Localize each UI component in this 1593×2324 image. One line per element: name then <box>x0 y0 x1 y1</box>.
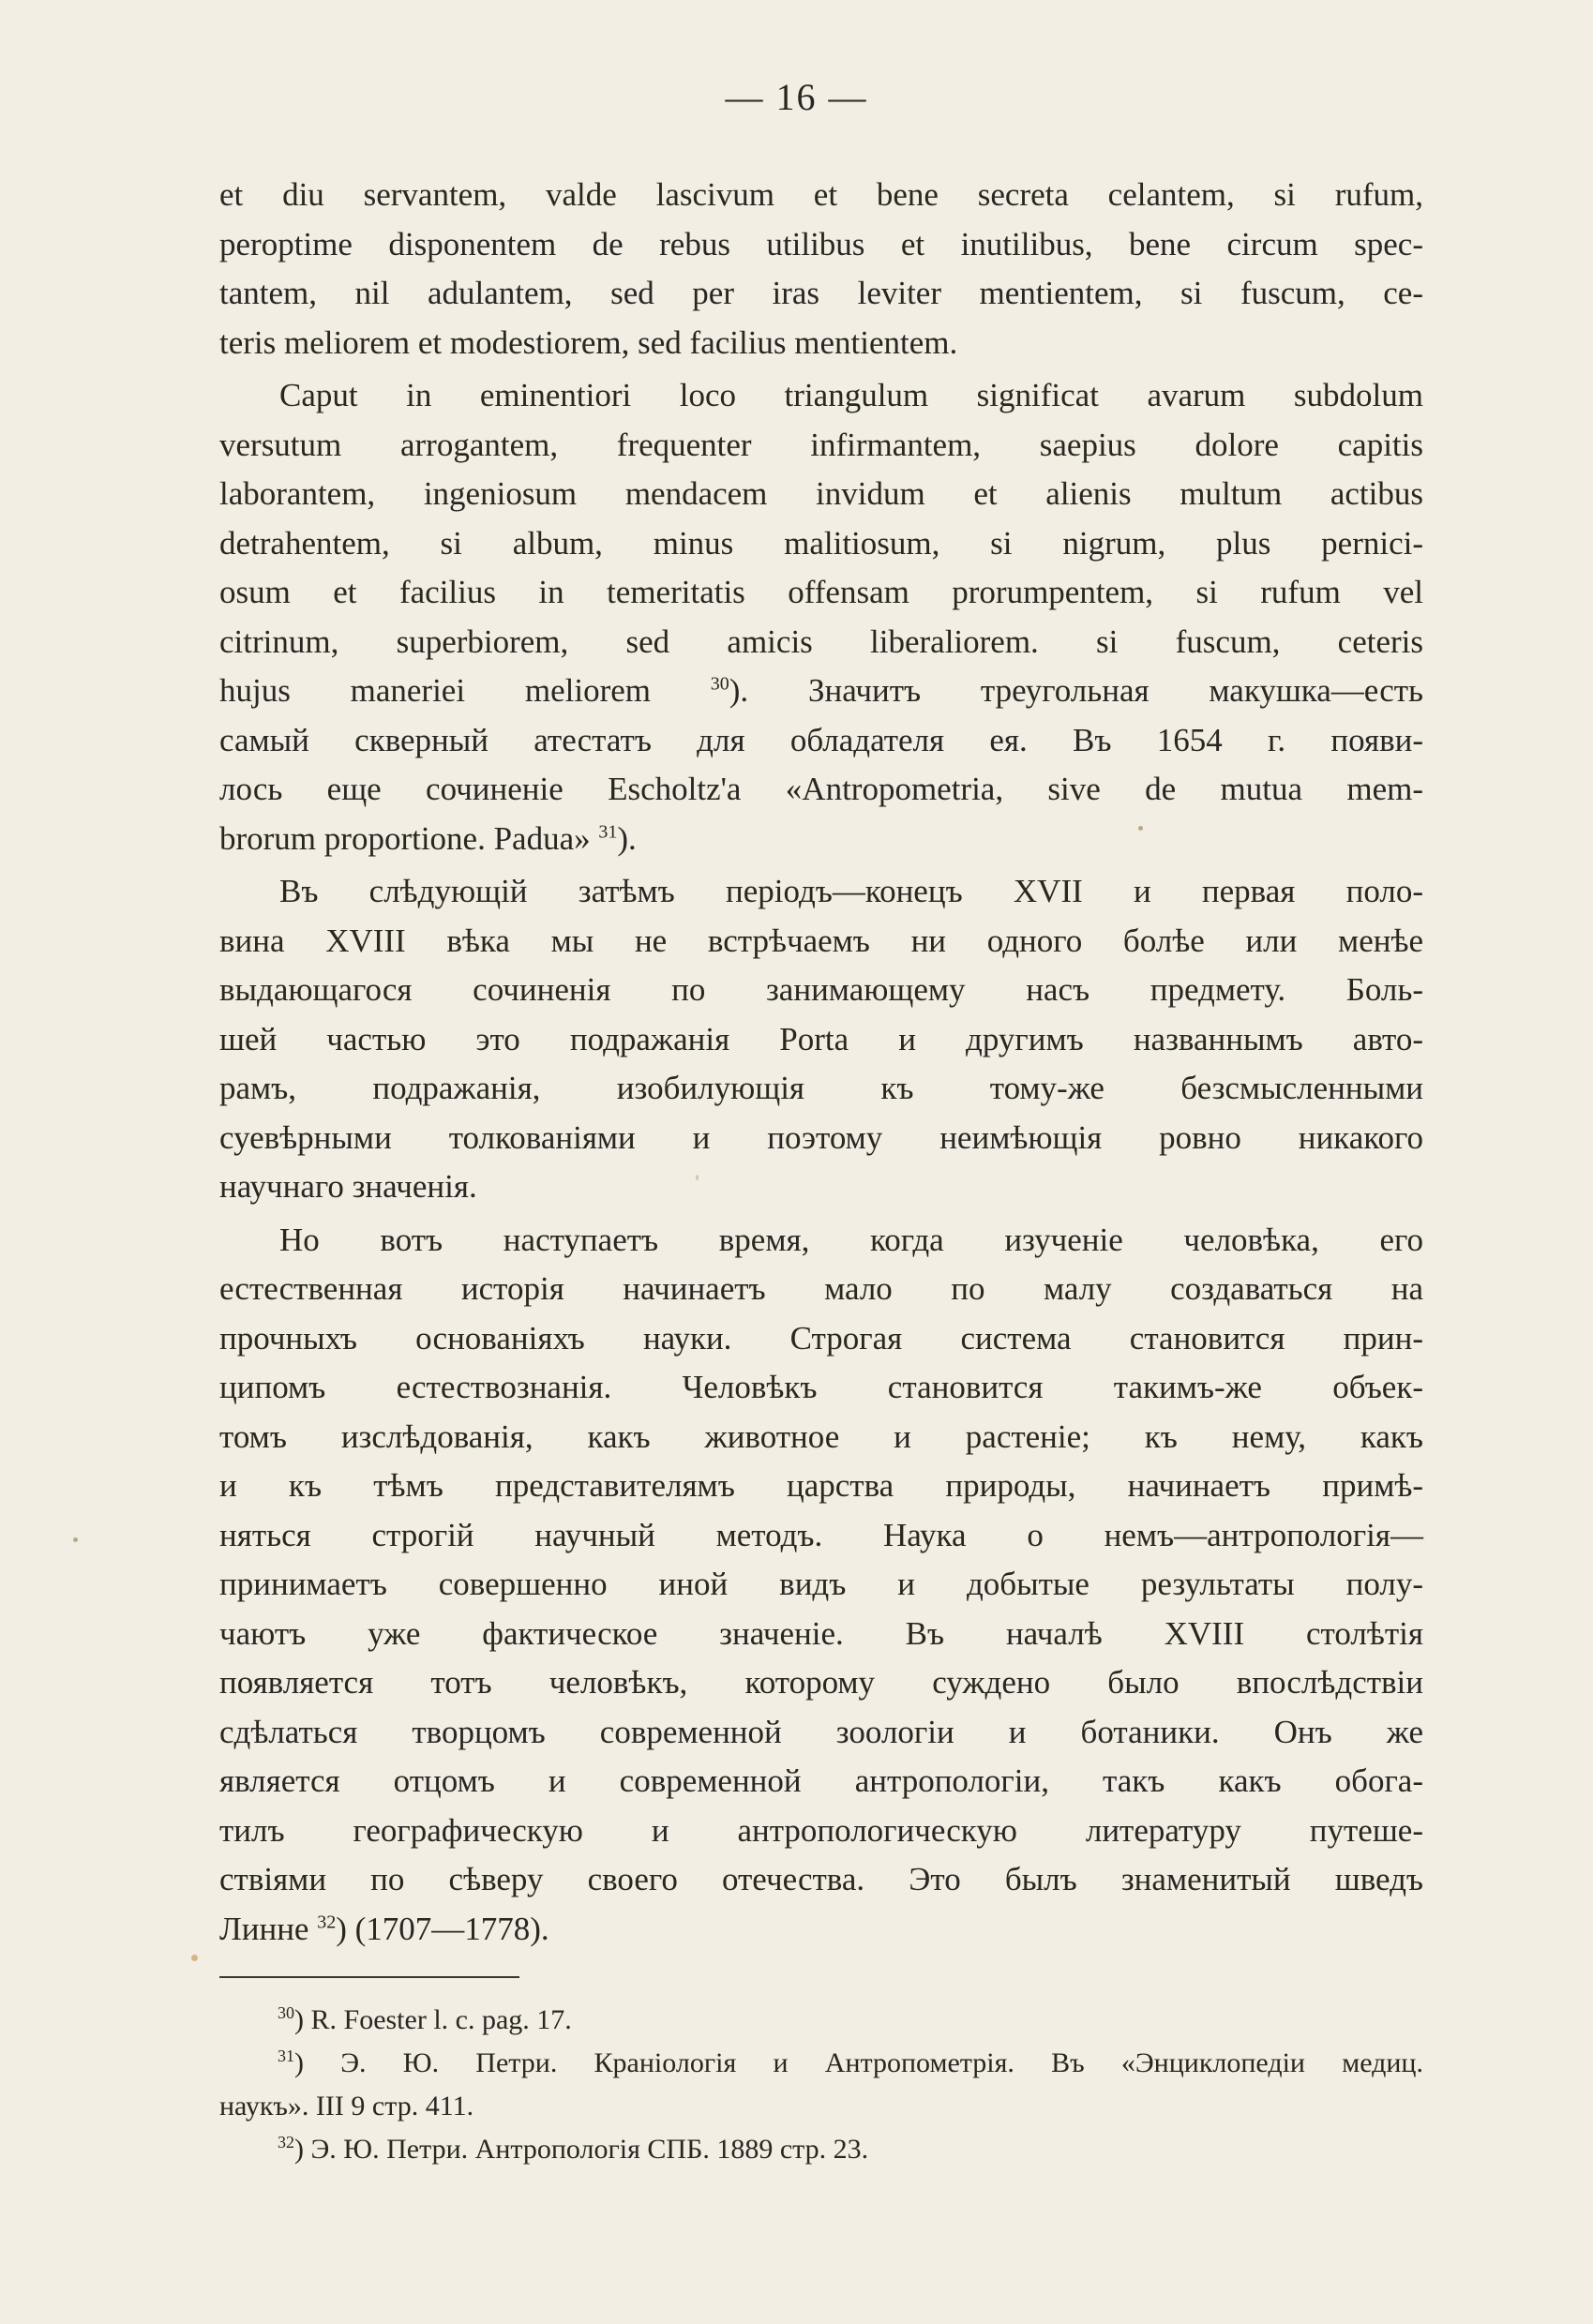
page-number: — 16 — <box>725 76 868 118</box>
text-line: сдѣлаться творцомъ современной зоологіи и ботаники. Онъ же <box>219 1713 1423 1750</box>
text-line: Caput in eminentiori loco triangulum significat avarum subdolum <box>279 377 1423 413</box>
text-line: laborantem, ingeniosum mendacem invidum et alienis multum actibus <box>219 475 1423 512</box>
paragraph-2 <box>219 371 1423 863</box>
text-line: няться строгій научный методъ. Наука о немъ—антропологія— <box>219 1516 1423 1553</box>
footnote-separator <box>219 1976 519 1978</box>
text-segment: ) (1707—1778). <box>336 1910 549 1947</box>
text-line: Въ слѣдующій затѣмъ періодъ—конецъ XVII и первая поло- <box>279 873 1423 909</box>
text-line: ципомъ естествознанія. Человѣкъ становится такимъ-же объек- <box>219 1369 1423 1405</box>
footnote-mark: 32 <box>278 2133 294 2152</box>
text-line: научнаго значенія. <box>219 1168 477 1205</box>
text-segment: ). <box>617 819 637 857</box>
text-line: суевѣрными толкованіями и поэтому неимѣющія ровно никакого <box>219 1118 1423 1156</box>
text-line: teris meliorem et modestiorem, sed facilius mentientem. <box>219 323 958 361</box>
paper-speck <box>191 1955 198 1961</box>
text-line: citrinum, superbiorem, sed amicis liberaliorem. si fuscum, ceteris <box>219 622 1423 660</box>
footnote-line: $^{30}$) R. Foester l. c. pag. 17. <box>278 2003 572 2035</box>
text-line: лось еще сочиненіе Escholtz'a «Antropometria, sive de mutua mem- <box>219 771 1423 807</box>
text-line: Но вотъ наступаетъ время, когда изученіе человѣка, его <box>279 1221 1423 1258</box>
text-segment: brorum proportione. Padua» <box>219 819 599 857</box>
text-line: шей частью это подражанія Porta и другимъ названнымъ авто- <box>219 1020 1423 1057</box>
text-line: рамъ, подражанія, изобилующія къ тому-же безсмысленными <box>219 1070 1423 1106</box>
paragraph-3 <box>219 867 1423 1212</box>
text-segment: Линне <box>219 1910 318 1947</box>
text-line: peroptime disponentem de rebus utilibus et inutilibus, bene circum spec- <box>219 225 1423 262</box>
footnote-line: $^{31}$) Э. Ю. Петри. Краніологія и Антропометрія. Въ «Энциклопедіи медиц. <box>278 2047 1423 2078</box>
text-line: вина XVIII вѣка мы не встрѣчаемъ ни одного болѣе или менѣе <box>219 922 1423 959</box>
text-line: detrahentem, si album, minus malitiosum, si nigrum, plus pernici- <box>219 524 1423 562</box>
text-line: прочныхъ основаніяхъ науки. Строгая система становится прин- <box>219 1319 1423 1357</box>
footnote-text: R. Foester l. c. pag. 17. <box>310 2004 572 2035</box>
footnote-mark: 30 <box>278 2003 294 2022</box>
text-segment: ). Значитъ треугольная макушка—есть <box>729 672 1423 709</box>
text-line: et diu servantem, valde lascivum et bene secreta celantem, si rufum, <box>219 176 1423 213</box>
footnotes <box>219 1999 1423 2171</box>
footnote-ref-31[interactable]: 31 <box>598 820 618 842</box>
footnote-text: Э. Ю. Петри. Антропологія СПБ. 1889 стр. 23. <box>310 2134 869 2165</box>
text-line: ствіями по сѣверу своего отечества. Это былъ знаменитый шведъ <box>219 1861 1423 1897</box>
footnote-line: наукъ». III 9 стр. 411. <box>219 2091 474 2122</box>
footnote-text: Э. Ю. Петри. Краніологія и Антропометрія. Въ «Энциклопедіи медиц. <box>340 2047 1423 2078</box>
paper-speck <box>73 1537 78 1542</box>
footnote-mark: 31 <box>278 2047 294 2065</box>
paper-speck <box>1138 826 1143 831</box>
footnote-ref-30[interactable]: 30 <box>710 673 729 695</box>
text-line: томъ изслѣдованія, какъ животное и растеніе; къ нему, какъ <box>219 1417 1423 1455</box>
text-line: самый скверный атестатъ для обладателя ея. Въ 1654 г. появи- <box>219 721 1423 758</box>
footnote-32 <box>219 2128 1423 2171</box>
text-line: чаютъ уже фактическое значеніе. Въ началѣ XVIII столѣтія <box>219 1614 1423 1652</box>
text-line: и къ тѣмъ представителямъ царства природы, начинаетъ примѣ- <box>219 1467 1423 1504</box>
footnote-31 <box>219 2042 1423 2128</box>
text-line: является отцомъ и современной антропологіи, такъ какъ обога- <box>219 1762 1423 1799</box>
text-line: естественная исторія начинаетъ мало по малу создаваться на <box>219 1270 1423 1307</box>
footnote-line: $^{32}$) Э. Ю. Петри. Антропологія СПБ. 1889 стр. 23. <box>278 2133 869 2165</box>
paper-speck <box>696 1175 699 1180</box>
text-line <box>219 815 1423 864</box>
text-line: выдающагося сочиненія по занимающему насъ предмету. Боль- <box>219 971 1423 1008</box>
text-line <box>219 1905 1423 1955</box>
main-text <box>219 171 1423 1954</box>
text-line: тилъ географическую и антропологическую литературу путеше- <box>219 1811 1423 1849</box>
footnote-30 <box>219 1999 1423 2042</box>
footnote-ref-32[interactable]: 32 <box>317 1911 337 1932</box>
text-line: принимаетъ совершенно иной видъ и добытые результаты полу- <box>219 1566 1423 1602</box>
text-line: osum et facilius in temeritatis offensam prorumpentem, si rufum vel <box>219 574 1423 610</box>
paragraph-4 <box>219 1216 1423 1955</box>
text-line: появляется тотъ человѣкъ, которому суждено было впослѣдствіи <box>219 1664 1423 1701</box>
text-segment: hujus maneriei meliorem <box>219 672 711 709</box>
text-line <box>219 667 1423 716</box>
text-line: versutum arrogantem, frequenter infirmantem, saepius dolore capitis <box>219 426 1423 463</box>
text-line: tantem, nil adulantem, sed per iras leviter mentientem, si fuscum, ce- <box>219 275 1423 311</box>
paragraph-1 <box>219 171 1423 367</box>
